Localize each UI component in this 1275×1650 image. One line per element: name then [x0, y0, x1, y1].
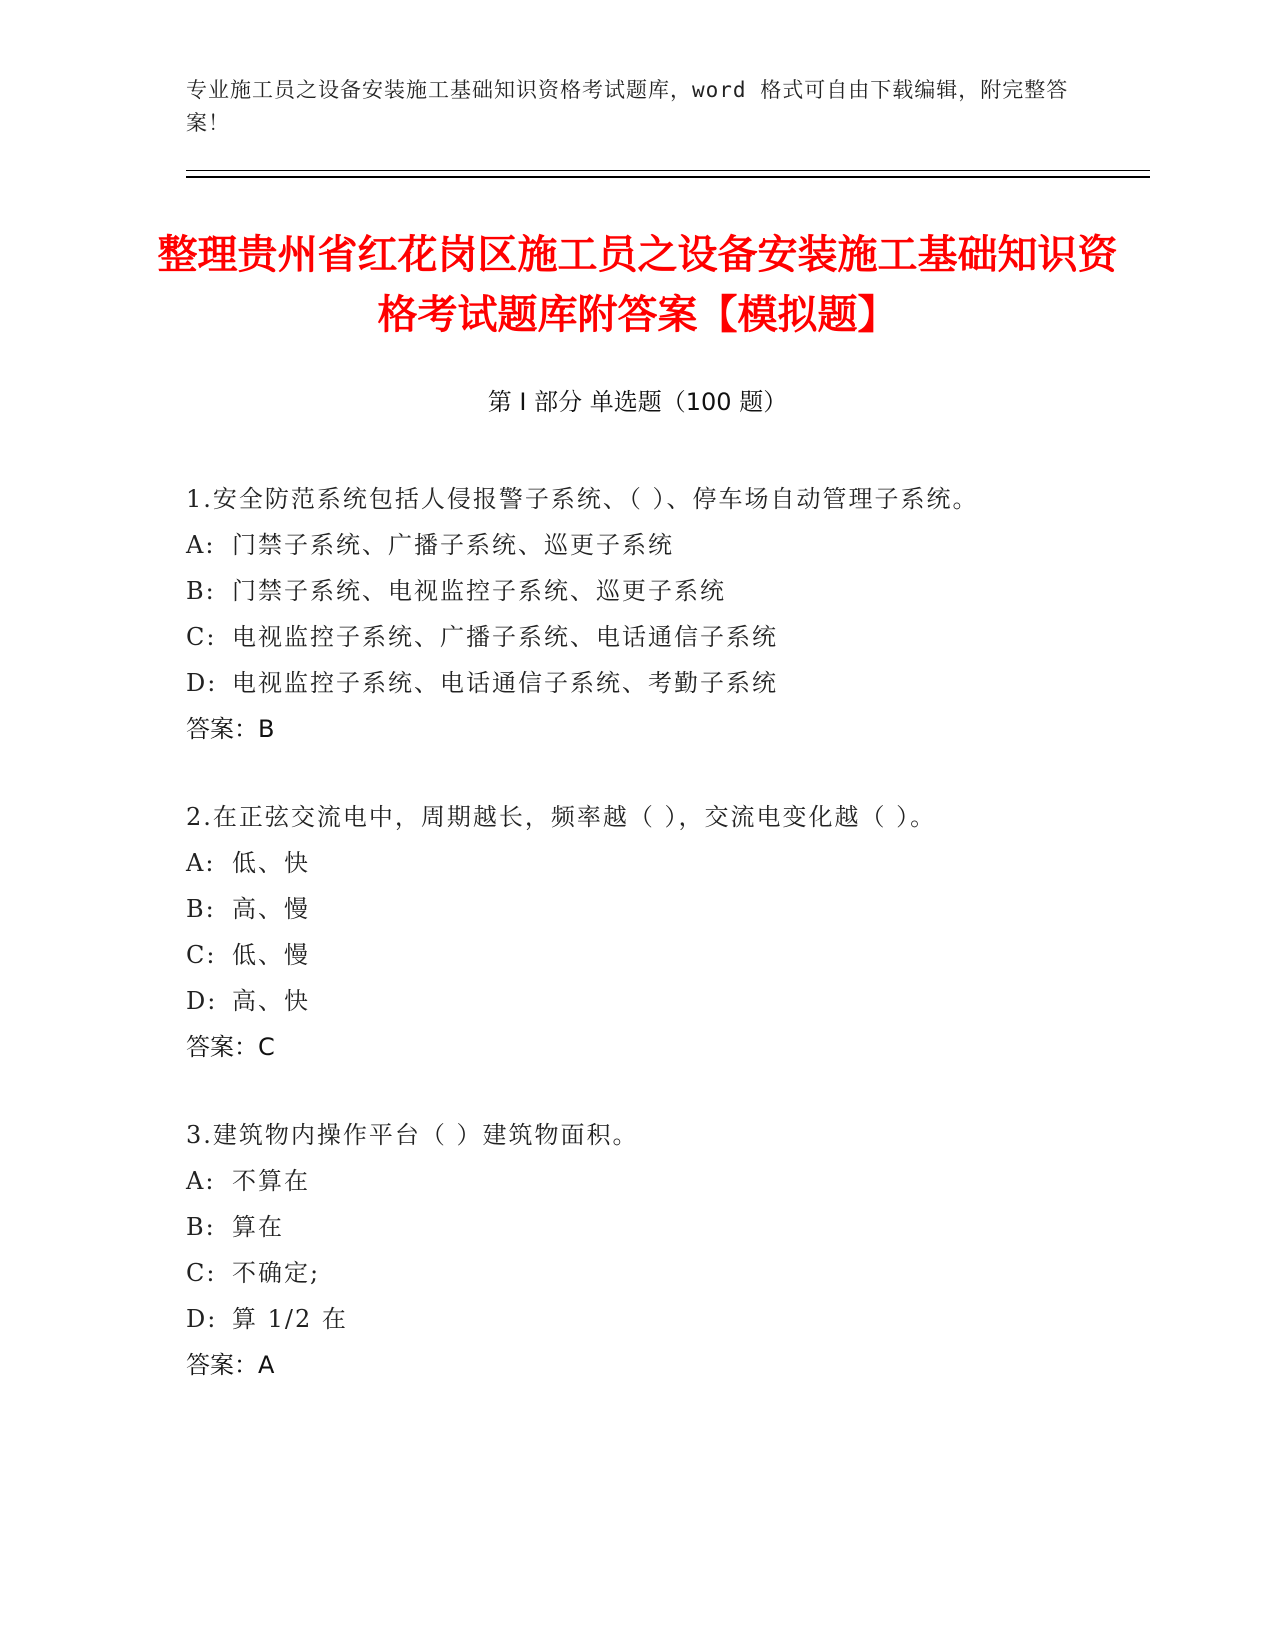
option-letter: C:	[186, 623, 217, 651]
option-c	[186, 614, 1086, 660]
section-title: 第 I 部分 单选题（100 题）	[487, 388, 788, 416]
option-text: 电视监控子系统、广播子系统、电话通信子系统	[232, 623, 778, 651]
option-b	[186, 886, 1086, 932]
option-letter: B:	[186, 1213, 216, 1241]
header-divider-thin	[186, 170, 1150, 171]
header-divider-thick	[186, 176, 1150, 178]
answer: 答案：C	[186, 1033, 275, 1061]
option-c	[186, 932, 1086, 978]
option-text: 电视监控子系统、电话通信子系统、考勤子系统	[232, 669, 778, 697]
option-b	[186, 1204, 1086, 1250]
option-letter: C:	[186, 941, 217, 969]
option-text: 高、慢	[232, 895, 310, 923]
option-letter: A:	[186, 531, 216, 559]
question-stem: 3.建筑物内操作平台（ ）建筑物面积。	[186, 1121, 639, 1149]
option-letter: B:	[186, 895, 216, 923]
option-b	[186, 568, 1086, 614]
option-text: 不确定;	[232, 1259, 321, 1287]
option-a	[186, 840, 1086, 886]
question-list	[186, 476, 1086, 1430]
option-letter: D:	[186, 987, 218, 1015]
option-text: 算在	[232, 1213, 284, 1241]
question-3	[186, 1112, 1086, 1388]
document-title: 整理贵州省红花岗区施工员之设备安装施工基础知识资格考试题库附答案【模拟题】	[157, 232, 1118, 338]
option-d	[186, 978, 1086, 1024]
option-letter: A:	[186, 849, 216, 877]
option-letter: A:	[186, 1167, 216, 1195]
option-letter: B:	[186, 577, 216, 605]
option-d	[186, 660, 1086, 706]
answer: 答案：B	[186, 715, 275, 743]
option-text: 门禁子系统、电视监控子系统、巡更子系统	[232, 577, 726, 605]
option-letter: C:	[186, 1259, 217, 1287]
question-stem: 1.安全防范系统包括人侵报警子系统、（ ）、停车场自动管理子系统。	[186, 485, 979, 513]
option-a	[186, 522, 1086, 568]
option-text: 高、快	[232, 987, 310, 1015]
option-letter: D:	[186, 1305, 218, 1333]
option-text: 低、慢	[232, 941, 310, 969]
option-text: 不算在	[232, 1167, 310, 1195]
question-stem: 2.在正弦交流电中，周期越长，频率越（ ），交流电变化越（ ）。	[186, 803, 937, 831]
option-c	[186, 1250, 1086, 1296]
option-a	[186, 1158, 1086, 1204]
option-letter: D:	[186, 669, 218, 697]
option-text: 低、快	[232, 849, 310, 877]
question-2	[186, 794, 1086, 1070]
option-d	[186, 1296, 1086, 1342]
option-text: 门禁子系统、广播子系统、巡更子系统	[232, 531, 674, 559]
answer: 答案：A	[186, 1351, 275, 1379]
header-note: 专业施工员之设备安装施工基础知识资格考试题库，word 格式可自由下载编辑，附完整答案！	[186, 78, 1069, 135]
option-text: 算 1/2 在	[232, 1305, 348, 1333]
question-1	[186, 476, 1086, 752]
